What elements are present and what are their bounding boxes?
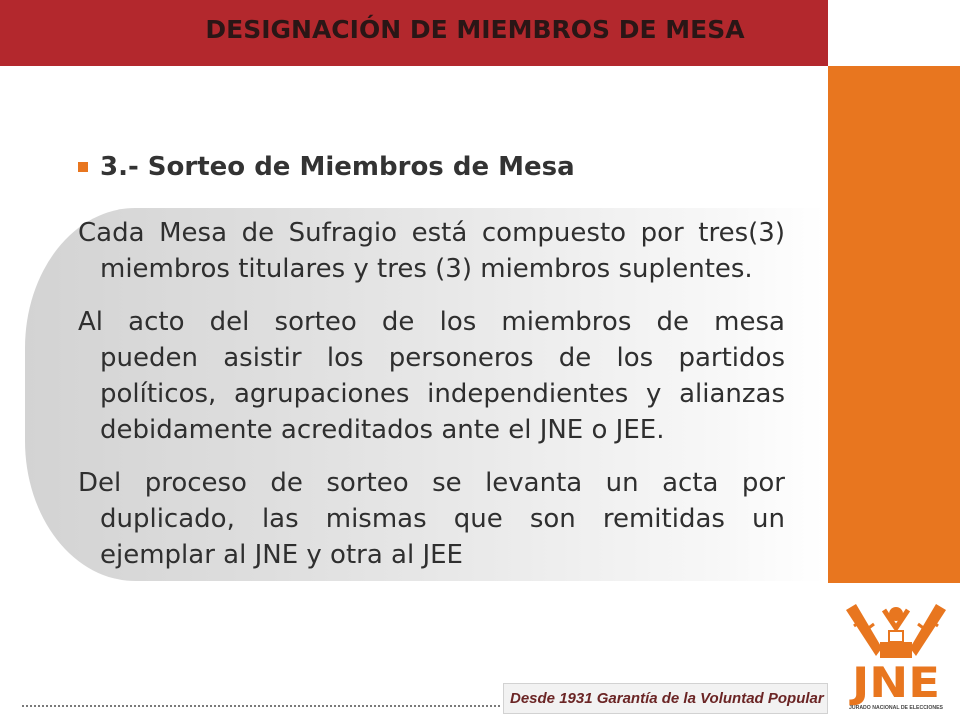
paragraph — [78, 304, 785, 448]
ballot-box-icon — [880, 642, 912, 658]
slogan-box — [503, 683, 828, 714]
logo-acronym: JNE — [848, 658, 940, 707]
logo-caption: JURADO NACIONAL DE ELECCIONES — [849, 705, 944, 711]
paragraph-line: Al acto del sorteo de los miembros de mesa — [78, 307, 785, 337]
ballot-icon — [889, 631, 903, 642]
jne-logo — [840, 596, 952, 716]
page-title: DESIGNACIÓN DE MIEMBROS DE MESA — [205, 15, 745, 44]
square-bullet-icon — [78, 162, 88, 172]
paragraph-line: pueden asistir los personeros de los partidos — [100, 343, 785, 373]
body-text — [78, 215, 785, 573]
emblem-left-wing — [846, 604, 882, 656]
paragraph-line: Del proceso de sorteo se levanta un acta por — [78, 468, 785, 498]
paragraph-line: ejemplar al JNE y otra al JEE — [100, 540, 463, 570]
paragraph-line: duplicado, las mismas que son remitidas un — [100, 504, 785, 534]
paragraph — [78, 465, 785, 573]
emblem-right-wing — [910, 604, 946, 656]
footer-dotted-line — [22, 705, 500, 707]
paragraph-line: debidamente acreditados ante el JNE o JEE. — [100, 415, 665, 445]
section-heading: 3.- Sorteo de Miembros de Mesa — [100, 152, 575, 182]
paragraph — [78, 215, 785, 287]
paragraph-line: Cada Mesa de Sufragio está compuesto por tres(3) — [78, 218, 785, 248]
slogan-text: Desde 1931 Garantía de la Voluntad Popular — [510, 690, 824, 707]
orange-side-band — [828, 66, 960, 583]
paragraph-line: miembros titulares y tres (3) miembros suplentes. — [100, 254, 753, 284]
jne-emblem-icon — [846, 604, 946, 658]
paragraph-line: políticos, agrupaciones independientes y alianzas — [100, 379, 785, 409]
